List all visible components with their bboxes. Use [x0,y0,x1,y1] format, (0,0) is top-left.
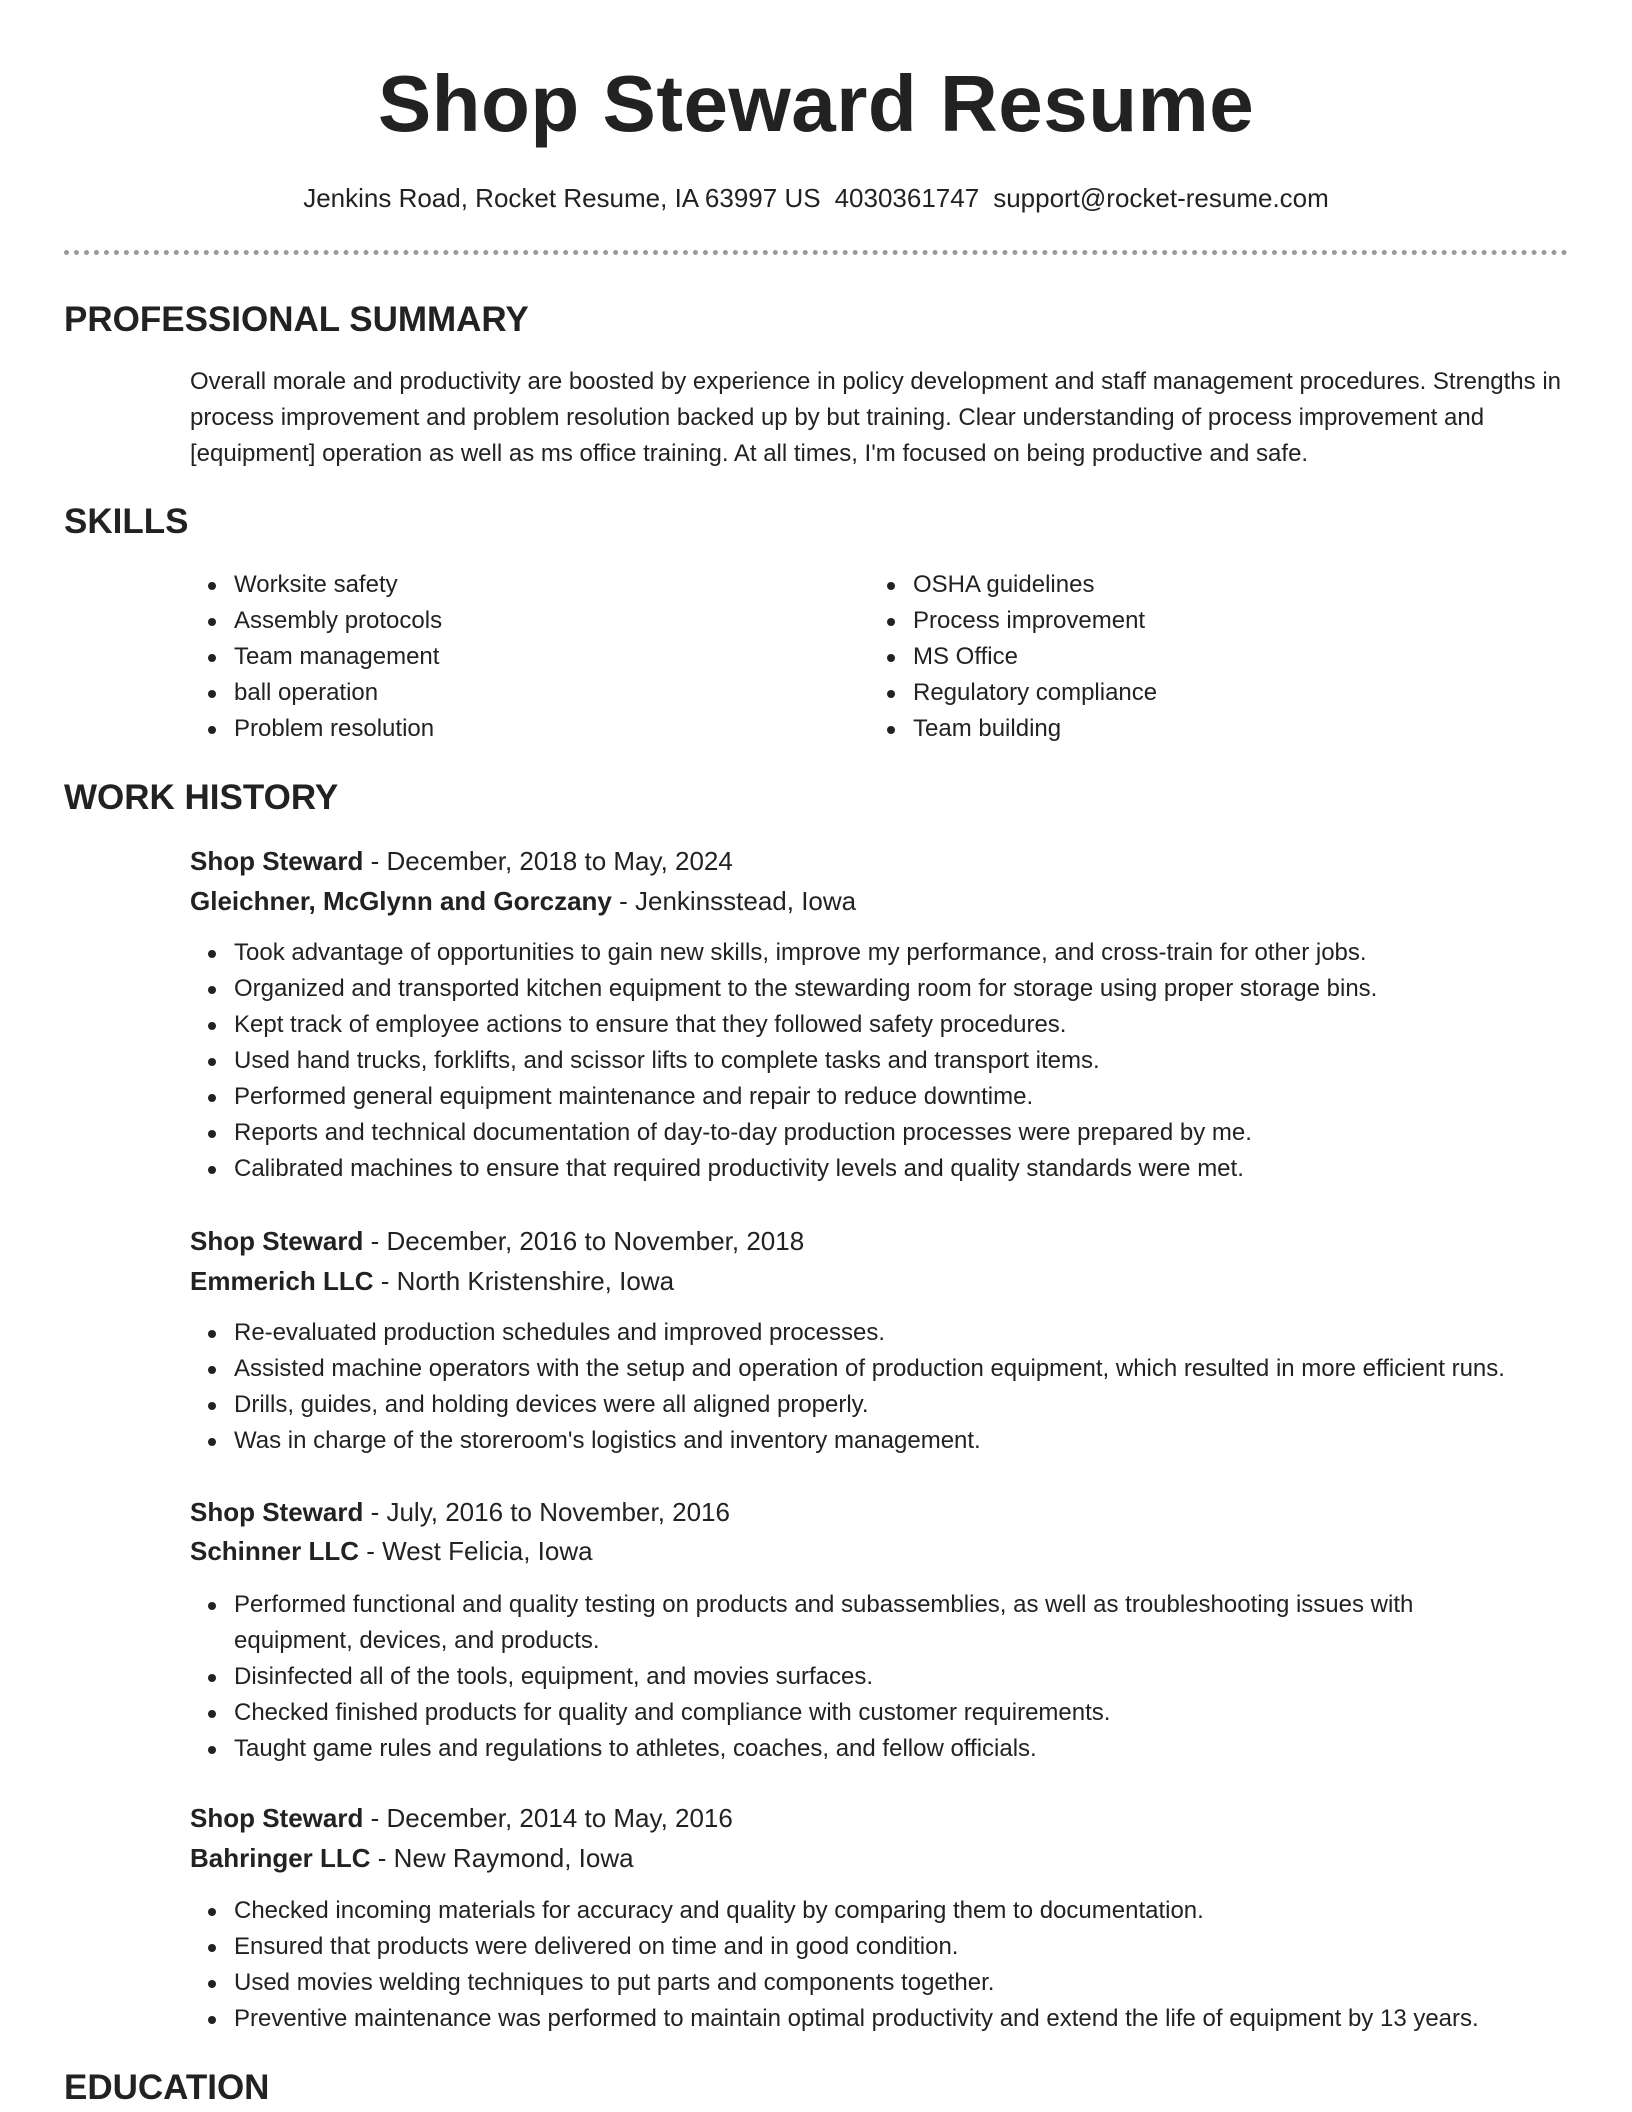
job-company-line [190,882,856,920]
section-title-summary: PROFESSIONAL SUMMARY [64,300,529,339]
job-dates: - December, 2016 to November, 2018 [363,1226,805,1256]
skill-item: Team building [869,711,1509,747]
job-role: Shop Steward [190,1803,364,1833]
job-bullet: Preventive maintenance was performed to maintain optimal productivity and extend the life of equipment by 13 years. [190,2001,1610,2037]
section-title-education: EDUCATION [64,2068,270,2107]
job-dates: - July, 2016 to November, 2016 [363,1497,730,1527]
skill-item: Problem resolution [190,711,830,747]
job-bullet: Used hand trucks, forklifts, and scissor lifts to complete tasks and transport items. [190,1043,1590,1079]
job-company: Emmerich LLC [190,1266,374,1296]
job-bullets [190,1893,1610,2037]
job-bullets [190,935,1590,1187]
job-location: - West Felicia, Iowa [359,1536,593,1566]
section-title-work-history: WORK HISTORY [64,778,339,817]
job-title-line [190,842,733,880]
job-location: - North Kristenshire, Iowa [373,1266,675,1296]
contact-phone: 4030361747 [834,183,980,213]
job-bullet: Drills, guides, and holding devices were all aligned properly. [190,1387,1610,1423]
job-role: Shop Steward [190,1497,364,1527]
resume-title: Shop Steward Resume [377,59,1255,148]
job-dates: - December, 2018 to May, 2024 [363,846,733,876]
job-company: Schinner LLC [190,1536,360,1566]
job-company: Bahringer LLC [190,1843,371,1873]
skills-list-right [869,567,1509,747]
skill-item: Assembly protocols [190,603,830,639]
job-bullet: Took advantage of opportunities to gain new skills, improve my performance, and cross-train for other jobs. [190,935,1590,971]
job-bullet: Disinfected all of the tools, equipment, and movies surfaces. [190,1659,1500,1695]
job-bullet: Calibrated machines to ensure that required productivity levels and quality standards were met. [190,1151,1590,1187]
job-title-line [190,1493,730,1531]
header-divider [64,250,1568,255]
job-bullets [190,1315,1610,1459]
skill-item: MS Office [869,639,1509,675]
job-company-line [190,1532,593,1570]
job-bullet: Taught game rules and regulations to athletes, coaches, and fellow officials. [190,1731,1500,1767]
contact-email: support@rocket-resume.com [993,183,1329,213]
skill-item: Regulatory compliance [869,675,1509,711]
job-bullet: Performed functional and quality testing on products and subassemblies, as well as troubleshooting issues with equipment, devices, and products. [190,1587,1500,1659]
job-bullet: Checked finished products for quality and compliance with customer requirements. [190,1695,1500,1731]
job-location: - Jenkinsstead, Iowa [611,886,857,916]
job-bullet: Checked incoming materials for accuracy and quality by comparing them to documentation. [190,1893,1610,1929]
job-location: - New Raymond, Iowa [370,1843,634,1873]
job-role: Shop Steward [190,846,364,876]
job-company: Gleichner, McGlynn and Gorczany [190,886,612,916]
contact-address: Jenkins Road, Rocket Resume, IA 63997 US [303,183,821,213]
job-bullet: Was in charge of the storeroom's logistics and inventory management. [190,1423,1610,1459]
job-role: Shop Steward [190,1226,364,1256]
job-bullet: Used movies welding techniques to put parts and components together. [190,1965,1610,2001]
section-title-skills: SKILLS [64,502,189,541]
job-bullet: Assisted machine operators with the setup and operation of production equipment, which resulted in more efficient runs. [190,1351,1610,1387]
job-title-line [190,1799,733,1837]
job-bullets [190,1587,1500,1767]
job-company-line [190,1839,634,1877]
job-bullet: Reports and technical documentation of day-to-day production processes were prepared by me. [190,1115,1590,1151]
skill-item: OSHA guidelines [869,567,1509,603]
job-dates: - December, 2014 to May, 2016 [363,1803,733,1833]
job-title-line [190,1222,804,1260]
job-bullet: Ensured that products were delivered on time and in good condition. [190,1929,1610,1965]
skill-item: Process improvement [869,603,1509,639]
summary-text: Overall morale and productivity are boosted by experience in policy development and staff management procedures. Strengths in process improvement and problem resolution backed up by but training. Clear understanding of process improvement and [equipment] operation as well as ms office training. At all times, I'm focused on being productive and safe. [190,368,1561,467]
contact-line [0,180,1632,216]
skills-list-left [190,567,830,747]
job-bullet: Re-evaluated production schedules and improved processes. [190,1315,1610,1351]
skill-item: Worksite safety [190,567,830,603]
job-company-line [190,1262,674,1300]
job-bullet: Kept track of employee actions to ensure that they followed safety procedures. [190,1007,1590,1043]
job-bullet: Performed general equipment maintenance and repair to reduce downtime. [190,1079,1590,1115]
skill-item: Team management [190,639,830,675]
skill-item: ball operation [190,675,830,711]
job-bullet: Organized and transported kitchen equipment to the stewarding room for storage using proper storage bins. [190,971,1590,1007]
